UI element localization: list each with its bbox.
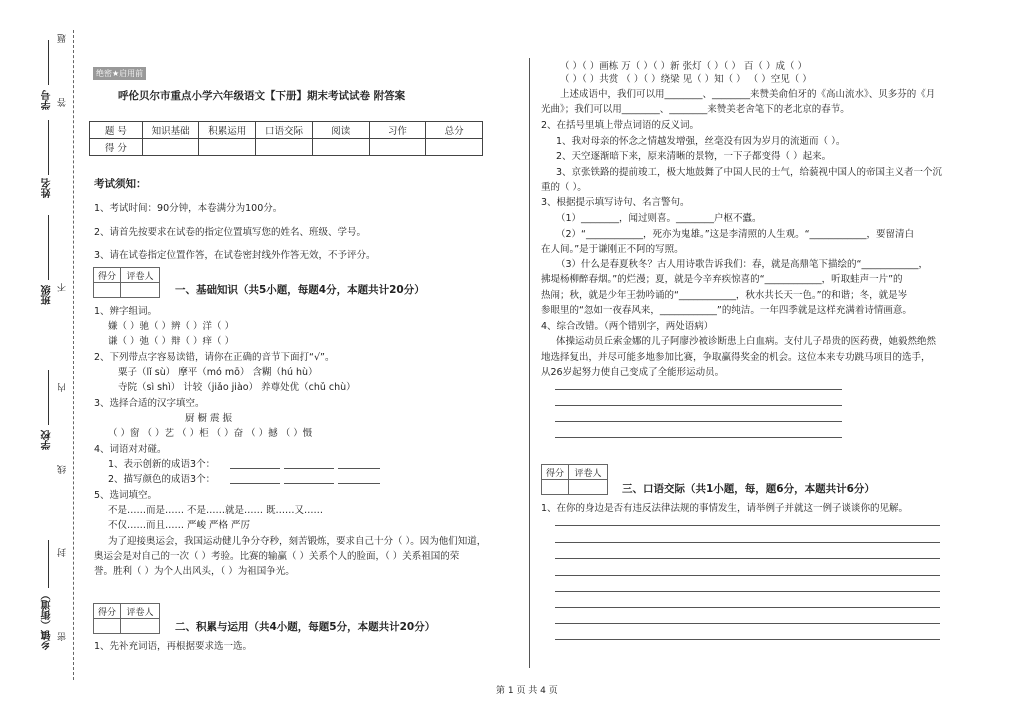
confidential-badge: 绝密★启用前	[93, 67, 146, 80]
question-line: 上述成语中，我们可以用________、________来赞美俞伯牙的《高山流水》、贝多芬的《月	[560, 89, 936, 100]
grader-score-input[interactable]	[542, 480, 569, 495]
binding-label-class: 班级	[42, 285, 53, 305]
question-line: 奥运会是对自己的一次（ ）考验。比赛的输赢（ ）关系个人的脸面，（ ）关系祖国的荣	[94, 551, 460, 562]
answer-blank[interactable]	[338, 468, 380, 469]
question-line: 体操运动员丘索金娜的儿子阿廖沙被诊断患上白血病。支付儿子昂贵的医药费，她毅然绝然	[556, 336, 937, 347]
score-table-cell: 习作	[369, 122, 426, 139]
question-line: 嫌（ ）驰（ ）辨（ ）洋（ ）	[108, 321, 235, 332]
question-line: 1、辨字组词。	[94, 306, 158, 317]
question-line: 为了迎接奥运会，我国运动健儿争分夺秒，刻苦锻炼，要求自己十分（ ）。因为他们知道，	[108, 536, 487, 547]
grader-score-input[interactable]	[94, 619, 121, 634]
grader-name-input[interactable]	[121, 619, 160, 634]
question-line: 寺院（sì shì） 计较（jiǎo jiào） 养尊处优（chǔ chù）	[118, 382, 356, 393]
answer-line[interactable]	[555, 525, 940, 526]
binding-label-township: 乡镇（街道）	[42, 590, 53, 650]
score-table-cell: 知识基础	[142, 122, 199, 139]
question-line: 2、下列带点字容易读错，请你在正确的音节下面打“√”。	[94, 352, 335, 363]
grader-score-label: 得分	[94, 268, 121, 283]
question-line: 拂堤杨柳醉春烟。”的烂漫；夏，就是今辛弃疾惊喜的“____________，听取蛙声一片”的	[541, 274, 903, 285]
question-line: 4、词语对对碰。	[94, 444, 167, 455]
name-field[interactable]	[48, 120, 49, 175]
question-line: 谦（ ）弛（ ）辩（ ）痒（ ）	[108, 336, 235, 347]
seal-mark-mi: 密	[58, 632, 68, 641]
question-line: 誉。胜利（ ）为个人出风头，（ ）为祖国争光。	[94, 566, 295, 577]
question-line: 3、选择合适的汉字填空。	[94, 398, 205, 409]
question-line: 1、在你的身边是否有违反法律法规的事情发生，请举例子并就这一例子谈谈你的见解。	[541, 503, 909, 514]
seal-mark-bu: 不	[58, 283, 68, 292]
seal-mark-ti: 题	[58, 34, 68, 43]
seal-mark-feng: 封	[58, 548, 68, 557]
notice-item: 1、考试时间：90分钟，本卷满分为100分。	[94, 203, 283, 214]
score-input[interactable]	[142, 139, 199, 156]
notice-item: 2、请首先按要求在试卷的指定位置填写您的姓名、班级、学号。	[94, 227, 367, 238]
question-line: 1、先补充词语，再根据要求选一选。	[94, 641, 253, 652]
question-line: 热闹；秋，就是少年王勃吟诵的“____________，秋水共长天一色。”的和谐；冬，就是岑	[541, 290, 908, 301]
grader-box	[541, 464, 608, 495]
question-line: 1、表示创新的成语3个：	[108, 459, 216, 470]
answer-blank[interactable]	[284, 483, 334, 484]
question-line: （ ）（ ）画栋 万（ ）（ ）新 张灯（ ）（ ） 百（ ）成（ ）	[560, 61, 807, 72]
grader-score-label: 得分	[94, 604, 121, 619]
binding-line	[73, 30, 74, 680]
question-line: 3、京张铁路的提前竣工，极大地鼓舞了中国人民的士气，给藐视中国人的帝国主义者一个沉	[556, 167, 943, 178]
question-line: （1）________，闻过则喜。________户枢不蠹。	[556, 213, 762, 224]
question-line: 粟子（lǐ sù） 摩平（mó mō） 含糊（hú hù）	[118, 367, 318, 378]
grader-label: 评卷人	[569, 465, 608, 480]
answer-line[interactable]	[555, 437, 842, 438]
answer-line[interactable]	[555, 607, 940, 608]
section-3-title: 三、口语交际（共1小题，每，题6分，本题共计6分）	[622, 483, 875, 495]
question-line: 参眼里的“忽如一夜春风来，____________”的纯洁。一年四季就是这样充满着诗情画意。	[541, 305, 912, 316]
score-table-cell: 题 号	[90, 122, 143, 139]
id-field[interactable]	[48, 40, 49, 85]
township-field[interactable]	[48, 540, 49, 588]
score-input[interactable]	[256, 139, 313, 156]
grader-label: 评卷人	[121, 268, 160, 283]
binding-label-name: 姓名	[42, 178, 53, 198]
score-table-cell: 得 分	[90, 139, 143, 156]
question-line: （3）什么是春夏秋冬？古人用诗歌告诉我们：春，就是高鼎笔下描绘的“____________，	[556, 259, 928, 270]
answer-line[interactable]	[555, 639, 940, 640]
answer-line[interactable]	[555, 389, 842, 390]
question-line: 光曲》；我们可以用________、________来赞美老舍笔下的老北京的春节。	[541, 104, 850, 115]
grader-name-input[interactable]	[121, 283, 160, 298]
answer-blank[interactable]	[284, 468, 334, 469]
question-line: 2、描写颜色的成语3个：	[108, 474, 216, 485]
question-line: （ ）窗 （ ）艺 （ ）柜 （ ）奋 （ ）撼 （ ）慑	[108, 428, 313, 439]
answer-line[interactable]	[555, 405, 842, 406]
answer-line[interactable]	[555, 558, 940, 559]
question-line: 1、我对母亲的怀念之情越发增强，丝毫没有因为岁月的流逝而（ ）。	[556, 136, 846, 147]
grader-box	[93, 267, 160, 298]
score-table-cell: 阅读	[312, 122, 369, 139]
seal-mark-xian: 线	[58, 465, 68, 474]
seal-mark-nei: 内	[58, 383, 68, 392]
grader-box	[93, 603, 160, 634]
class-field[interactable]	[48, 215, 49, 280]
answer-line[interactable]	[555, 575, 940, 576]
question-line: （ ）（ ）共赏 （ ）（ ）绕梁 见（ ）知（ ） （ ）空见（ ）	[560, 74, 812, 85]
binding-label-id: 学号	[42, 90, 53, 110]
grader-name-input[interactable]	[569, 480, 608, 495]
score-input[interactable]	[312, 139, 369, 156]
answer-blank[interactable]	[230, 483, 280, 484]
answer-blank[interactable]	[338, 483, 380, 484]
seal-mark-da: 答	[58, 98, 68, 107]
score-input[interactable]	[426, 139, 483, 156]
answer-line[interactable]	[555, 542, 940, 543]
question-line: 2、天空逐渐暗下来，原来清晰的景物，一下子都变得（ ）起来。	[556, 151, 832, 162]
school-field[interactable]	[48, 370, 49, 425]
question-line: 在人间。”是于谦刚正不阿的写照。	[541, 244, 684, 255]
section-2-title: 二、积累与运用（共4小题，每题5分，本题共计20分）	[175, 621, 436, 633]
question-line: （2）“____________，死亦为鬼雄。”这是李清照的人生观。“____________，要留清白	[556, 229, 915, 240]
question-line: 从26岁起努力使自己变成了全能形运动员。	[541, 367, 725, 378]
answer-line[interactable]	[555, 421, 842, 422]
question-line: 不是……而是…… 不是……就是…… 既……又……	[108, 505, 324, 516]
score-table-cell: 口语交际	[256, 122, 313, 139]
answer-line[interactable]	[555, 623, 940, 624]
question-line: 地选择复出，并尽可能多地参加比赛，争取赢得奖金的机会。这位本来专功跳马项目的选手，	[541, 352, 931, 363]
score-table-score-row	[90, 139, 483, 156]
question-line: 重的（ ）。	[541, 182, 587, 193]
page-number: 第 1 页 共 4 页	[496, 686, 558, 696]
section-1-title: 一、基础知识（共5小题，每题4分，本题共计20分）	[175, 284, 425, 296]
score-table-cell: 积累运用	[199, 122, 256, 139]
column-divider	[529, 58, 530, 668]
grader-score-label: 得分	[542, 465, 569, 480]
answer-blank[interactable]	[230, 468, 280, 469]
score-table-header-row	[90, 122, 483, 139]
question-line: 不仅……而且…… 严峻 严格 严厉	[108, 520, 251, 531]
question-line: 2、在括号里填上带点词语的反义词。	[541, 120, 700, 131]
answer-line[interactable]	[555, 591, 940, 592]
notice-heading: 考试须知：	[94, 178, 147, 190]
question-line: 5、选词填空。	[94, 490, 158, 501]
score-input[interactable]	[199, 139, 256, 156]
notice-item: 3、请在试卷指定位置作答，在试卷密封线外作答无效，不予评分。	[94, 250, 376, 261]
question-line: 4、综合改错。（两个错别字，两处语病）	[541, 321, 714, 332]
question-line: 3、根据提示填写诗句、名言警句。	[541, 197, 690, 208]
score-input[interactable]	[369, 139, 426, 156]
score-table	[89, 121, 483, 156]
binding-label-school: 学校	[42, 430, 53, 450]
score-table-cell: 总分	[426, 122, 483, 139]
exam-title: 呼伦贝尔市重点小学六年级语文【下册】期末考试试卷 附答案	[118, 90, 406, 102]
question-line: 厨 橱 震 振	[185, 413, 233, 424]
grader-score-input[interactable]	[94, 283, 121, 298]
grader-label: 评卷人	[121, 604, 160, 619]
